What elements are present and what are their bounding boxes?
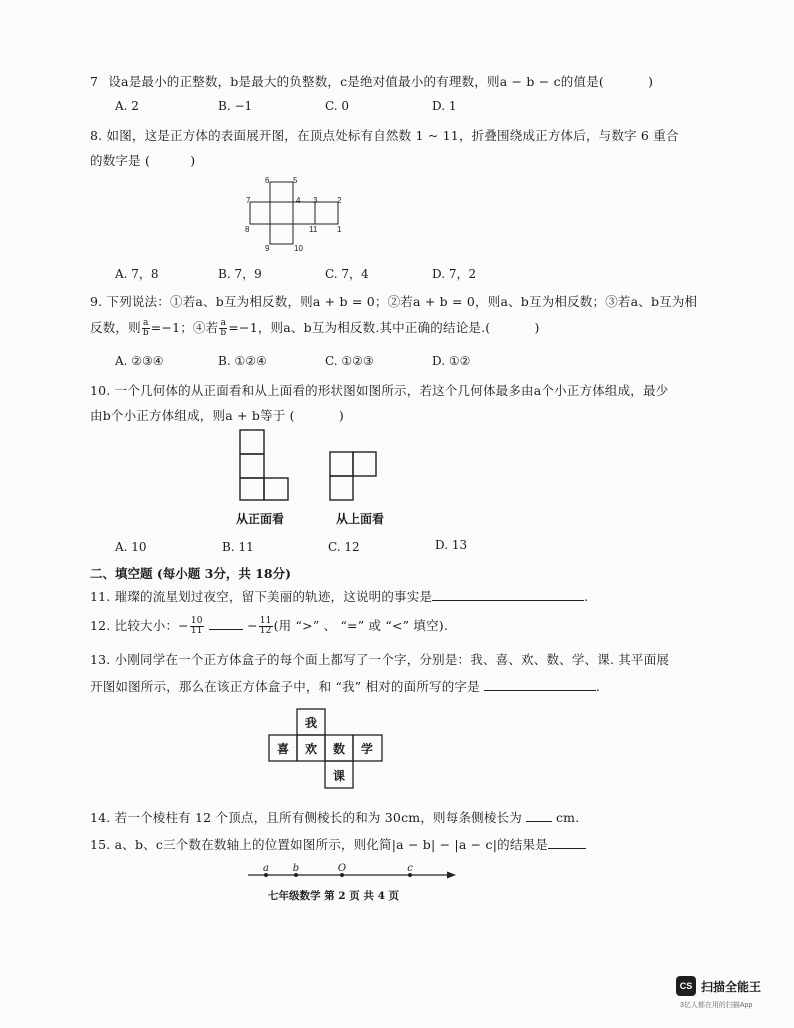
q13-answer-blank[interactable] [484,678,596,691]
q10-option-c: C. 12 [328,540,360,554]
q8-option-c: C. 7，4 [325,267,369,281]
net-square [270,202,293,224]
net-char-huan: 欢 [304,742,318,756]
net-square [270,182,293,202]
number-line-figure [244,862,458,888]
q7-option-c: C. 0 [325,99,350,113]
q9-fraction-2 [219,319,227,338]
net-label-4: 4 [296,196,301,205]
front-square [240,478,264,500]
q8-option-b: B. 7，9 [218,267,262,281]
watermark-app-name: 扫描全能王 [701,980,762,994]
front-square [240,430,264,454]
q12-pre: 12. 比较大小：− [90,618,189,633]
q8-option-d: D. 7，2 [432,267,477,281]
q10-option-b: B. 11 [222,540,254,554]
net-label-5: 5 [293,176,298,185]
camscanner-logo-icon: CS [676,976,696,996]
q14-text: 14. 若一个棱柱有 12 个顶点，且所有侧棱长的和为 30cm，则每条侧棱长为 [90,810,522,825]
q13-end: . [595,679,601,694]
q10-stem-line2 [90,406,344,424]
axis-label-c: c [407,863,413,874]
net-char-shu: 数 [332,742,346,756]
q10-bracket-close: ) [338,408,344,423]
net-label-7: 7 [246,196,251,205]
q9-bracket-close: ) [534,320,540,335]
q9-option-a: A. ②③④ [115,354,164,368]
axis-label-a: a [263,863,269,874]
axis-arrow-icon [447,872,456,879]
front-view-figure [238,428,290,502]
top-square [330,452,353,476]
net-label-6: 6 [265,176,270,185]
net-char-xi: 喜 [276,742,290,756]
q9-stem-line1: 9. 下列说法：①若a、b互为相反数，则a + b = 0；②若a + b = 0，则a、b互为相反数；③若a、b互为相 [90,294,698,309]
q9-stem-line2 [90,318,540,338]
net-square [315,202,338,224]
q12-post: (用 “>” 、 “=” 或 “<” 填空). [273,618,449,633]
q9-line2-pre: 反数，则 [90,320,141,335]
top-view-figure [328,450,378,502]
frac-denominator: b [220,328,227,338]
top-square [330,476,353,500]
section-title: 二、填空题 (每小题 3分，共 18分) [90,566,291,581]
q14-stem [90,808,579,826]
q11-answer-blank[interactable] [432,588,584,601]
frac-numerator: 10 [190,616,203,626]
front-square [264,478,288,500]
net-label-1: 1 [337,225,342,234]
axis-label-o: O [337,863,347,874]
q8-stem-line1: 8. 如图，这是正方体的表面展开图，在顶点处标有自然数 1 ~ 11，折叠围绕成正方体后，与数字 6 重合 [90,128,679,143]
q10-option-a: A. 10 [115,540,147,554]
net-char-wo: 我 [304,716,318,730]
front-view-caption: 从正面看 [236,512,285,526]
net-label-2: 2 [337,196,342,205]
frac-numerator: a [143,318,149,328]
frac-denominator: 11 [190,626,203,636]
net-square [270,224,293,244]
net-square [250,202,270,224]
q7-number: 7 [90,74,99,89]
watermark-tagline: 3亿人都在用的扫描App [680,1002,753,1009]
frac-numerator: a [220,318,227,328]
axis-label-b: b [292,863,300,874]
q10-stem-line1: 10. 一个几何体的从正面看和从上面看的形状图如图所示，若这个几何体最多由a个小正方体组成，最少 [90,383,669,398]
frac-denominator: 12 [259,626,272,636]
frac-numerator: 11 [259,616,272,626]
q7-stem [90,72,653,90]
q7-option-b: B. −1 [218,99,253,113]
q9-line2-mid: =−1；④若 [150,320,219,335]
q9-option-c: C. ①②③ [325,354,374,368]
q12-answer-blank[interactable] [209,617,243,630]
q8-bracket-close: ) [190,153,196,168]
frac-denominator: b [142,328,149,338]
q7-text: 设a是最小的正整数，b是最大的负整数，c是绝对值最小的有理数，则a − b − c的值是( [108,74,604,89]
q14-unit: cm. [555,810,580,825]
q13-stem-line2 [90,677,600,695]
q9-option-d: D. ①② [432,354,471,368]
cube-net-figure [240,172,350,254]
q8-stem-line2 [90,151,195,169]
q11-end: . [584,589,589,604]
q12-mid: − [247,618,258,633]
q11-text: 11. 璀璨的流星划过夜空，留下美丽的轨迹，这说明的事实是 [90,589,433,604]
q15-answer-blank[interactable] [548,836,586,849]
q10-option-d: D. 13 [435,538,468,552]
q7-option-d: D. 1 [432,99,457,113]
net-char-ke: 课 [332,769,346,783]
q9-option-b: B. ①②④ [218,354,267,368]
net-square [293,202,315,224]
q13-stem-line1: 13. 小刚同学在一个正方体盒子的每个面上都写了一个字，分别是：我、喜、欢、数、学、课. 其平面展 [90,652,670,667]
q9-line2-post: =−1，则a、b互为相反数.其中正确的结论是.( [228,320,491,335]
net-label-3: 3 [313,196,318,205]
q7-bracket-close: ) [648,74,654,89]
page-footer: 七年级数学 第 2 页 共 4 页 [268,890,400,902]
q15-stem [90,835,586,853]
q12-stem [90,616,448,636]
q13-line2-text: 开图如图所示，那么在该正方体盒子中，和 “我” 相对的面所写的字是 [90,679,480,694]
net-label-10: 10 [294,244,303,253]
character-net-figure [268,708,384,790]
net-label-8: 8 [245,225,250,234]
q14-answer-blank[interactable] [526,809,552,822]
q8-option-a: A. 7，8 [115,267,159,281]
q15-text: 15. a、b、c三个数在数轴上的位置如图所示，则化简|a − b| − |a − c|的结果是 [90,837,548,852]
q12-fraction-2 [259,617,273,636]
q7-option-a: A. 2 [115,99,139,113]
front-square [240,454,264,478]
net-label-9: 9 [265,244,270,253]
q8-line2-text: 的数字是 ( [90,153,151,168]
top-view-caption: 从上面看 [336,512,385,526]
top-square [353,452,376,476]
net-label-11: 11 [309,225,318,234]
q12-fraction-1 [190,617,204,636]
q11-stem [90,587,588,605]
q10-line2-text: 由b个小正方体组成，则a + b等于 ( [90,408,295,423]
q9-fraction-1 [142,319,150,338]
net-char-xue: 学 [360,742,374,756]
